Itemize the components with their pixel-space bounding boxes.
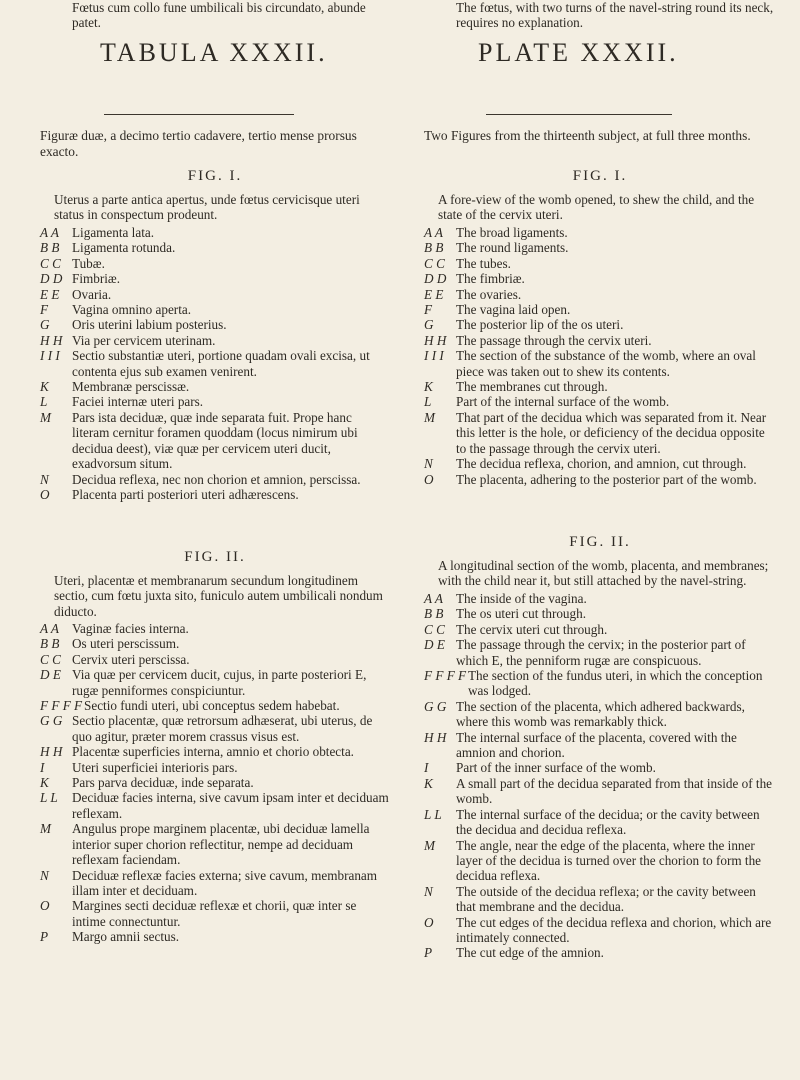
- legend-text: Angulus prope marginem placentæ, ubi deciduæ lamella interior super chorion reflectitur, nempe ad deciduam reflexam faciendam.: [72, 821, 370, 868]
- legend-text: Oris uterini labium posterius.: [72, 317, 227, 333]
- legend-key: C C: [40, 651, 61, 667]
- legend-text: The placenta, adhering to the posterior part of the womb.: [456, 471, 757, 487]
- legend-text: Tubæ.: [72, 255, 105, 271]
- legend-text: The cut edges of the decidua reflexa and chorion, which are intimately connected.: [456, 914, 772, 945]
- legend-entry: [424, 271, 776, 286]
- legend-text: That part of the decidua which was separated from it. Near this letter is the hole, or deficiency of the decidua opposite to the passage through the cervix uteri.: [456, 409, 767, 456]
- legend-key: H H: [40, 332, 63, 348]
- intro-text: Figuræ duæ, a decimo tertio cadavere, tertio mense prorsus exacto.: [40, 128, 357, 159]
- legend-entry: [424, 456, 776, 471]
- legend-key: K: [424, 775, 433, 791]
- legend-text: Vaginæ facies interna.: [72, 621, 189, 636]
- legend-key: G: [424, 317, 434, 333]
- legend-text: Cervix uteri perscissa.: [72, 651, 190, 667]
- legend-text: Via quæ per cervicem ducit, cujus, in parte posteriori E, rugæ penniformes conspiciuntur.: [72, 667, 367, 698]
- legend-entry: [424, 699, 776, 730]
- legend-text: Placentæ superficies interna, amnio et chorio obtecta.: [72, 744, 354, 760]
- legend-key: N: [40, 867, 49, 883]
- fig1-note: Fœtus cum collo fune umbilicali bis circundato, abunde patet.: [72, 0, 366, 31]
- legend-entry: [40, 317, 390, 332]
- legend-text: Part of the internal surface of the womb.: [456, 394, 670, 410]
- legend-key: E E: [40, 286, 60, 302]
- legend-text: The cervix uteri cut through.: [456, 621, 608, 637]
- legend-text: Membranæ perscissæ.: [72, 379, 190, 395]
- legend-entry: [40, 240, 390, 255]
- legend-entry: [40, 636, 390, 651]
- legend-text: The vagina laid open.: [456, 302, 571, 318]
- legend-key: A A: [424, 591, 443, 606]
- legend-key: G G: [40, 713, 63, 729]
- legend-key: E E: [424, 286, 444, 302]
- legend-entry: [40, 929, 390, 944]
- legend-key: H H: [424, 332, 447, 348]
- legend-key: I I I: [40, 348, 60, 364]
- legend-text: A small part of the decidua separated from that inside of the womb.: [456, 775, 773, 807]
- legend-key: F F F F: [424, 668, 467, 684]
- fig1-heading: FIG. I.: [187, 168, 243, 184]
- legend-text: Vagina omnino aperta.: [72, 302, 192, 318]
- legend-entry: [424, 302, 776, 317]
- legend-key: L: [424, 394, 432, 410]
- legend-entry: [424, 915, 776, 946]
- legend-entry: [40, 621, 390, 636]
- legend-text: The fimbriæ.: [456, 271, 525, 287]
- legend-key: L L: [40, 790, 58, 806]
- legend-key: F: [424, 302, 433, 318]
- legend-entry: [424, 317, 776, 332]
- legend-entry: [40, 898, 390, 929]
- legend-text: The outside of the decidua reflexa; or the cavity between that membrane and the decidua.: [456, 883, 756, 915]
- legend-entry: [424, 884, 776, 915]
- fig2-entry-list: [424, 591, 776, 961]
- legend-key: I I I: [424, 348, 444, 364]
- fig2-paragraph: Uteri, placentæ et membranarum secundum longitudinem sectio, cum fœtu juxta sito, funiculo autem umbilicali nondum diducto.: [54, 573, 383, 619]
- legend-entry: [424, 256, 776, 271]
- legend-entry: [424, 622, 776, 637]
- legend-text: The decidua reflexa, chorion, and amnion, cut through.: [456, 456, 747, 472]
- legend-text: Placenta parti posteriori uteri adhærescens.: [72, 486, 299, 502]
- legend-entry: [40, 256, 390, 271]
- legend-text: The section of the fundus uteri, in which the conception was lodged.: [468, 668, 763, 699]
- legend-key: P: [40, 929, 49, 945]
- legend-key: K: [424, 379, 433, 395]
- legend-entry: [40, 667, 390, 698]
- legend-key: P: [424, 945, 433, 961]
- legend-key: C C: [40, 255, 61, 271]
- legend-entry: [424, 287, 776, 302]
- legend-key: D D: [40, 271, 63, 287]
- fig1-entry-list: [424, 225, 776, 487]
- legend-entry: [40, 287, 390, 302]
- legend-key: N: [40, 471, 49, 487]
- legend-entry: [424, 379, 776, 394]
- legend-entry: [424, 472, 776, 487]
- legend-key: O: [40, 898, 50, 914]
- legend-key: B B: [424, 606, 444, 622]
- legend-key: B B: [424, 240, 444, 256]
- legend-key: L L: [424, 806, 442, 822]
- fig2-paragraph: A longitudinal section of the womb, placenta, and membranes; with the child near it, but still attached by the navel-string.: [438, 558, 769, 589]
- legend-key: F: [40, 302, 49, 318]
- legend-text: The internal surface of the decidua; or the cavity between the decidua and decidua reflexa.: [456, 806, 760, 838]
- fig2-entry-list: [40, 621, 390, 945]
- legend-text: Deciduæ reflexæ facies externa; sive cavum, membranam illam inter et deciduam.: [72, 867, 378, 898]
- legend-entry: [40, 775, 390, 790]
- legend-text: Sectio substantiæ uteri, portione quadam ovali excisa, ut contenta ejus sub examen venirent.: [72, 348, 370, 379]
- legend-key: A A: [424, 225, 443, 240]
- legend-text: The cut edge of the amnion.: [456, 945, 604, 961]
- legend-entry: [40, 760, 390, 775]
- legend-entry: [424, 240, 776, 255]
- legend-text: Decidua reflexa, nec non chorion et amnion, perscissa.: [72, 471, 361, 487]
- fig1-paragraph: A fore-view of the womb opened, to shew the child, and the state of the cervix uteri.: [438, 192, 755, 223]
- legend-key: B B: [40, 240, 60, 256]
- legend-text: The tubes.: [456, 255, 511, 271]
- legend-key: G: [40, 317, 50, 333]
- legend-text: The ovaries.: [456, 286, 522, 302]
- legend-text: The section of the substance of the womb, where an oval piece was taken out to shew its contents.: [456, 348, 756, 379]
- legend-key: I: [424, 760, 429, 776]
- legend-text: The membranes cut through.: [456, 379, 608, 395]
- legend-text: Sectio placentæ, quæ retrorsum adhæserat, ubi uterus, de quo agitur, præter morem crassus visus est.: [72, 713, 373, 744]
- legend-entry: [424, 730, 776, 761]
- legend-entry: [424, 637, 776, 668]
- legend-key: M: [424, 409, 435, 425]
- legend-key: M: [40, 409, 51, 425]
- legend-text: The internal surface of the placenta, covered with the amnion and chorion.: [456, 729, 737, 761]
- legend-key: H H: [40, 744, 63, 760]
- legend-text: Ovaria.: [72, 286, 112, 302]
- legend-key: C C: [424, 621, 445, 637]
- legend-text: Pars parva deciduæ, inde separata.: [72, 775, 254, 791]
- legend-key: N: [424, 456, 433, 472]
- legend-text: Uteri superficiei interioris pars.: [72, 759, 238, 775]
- legend-text: Margo amnii sectus.: [72, 929, 180, 945]
- legend-text: The round ligaments.: [456, 240, 569, 256]
- legend-key: M: [424, 837, 435, 853]
- legend-key: O: [424, 914, 434, 930]
- legend-key: B B: [40, 636, 60, 652]
- legend-text: The os uteri cut through.: [456, 606, 587, 622]
- legend-entry: [424, 410, 776, 456]
- legend-key: D E: [424, 637, 445, 653]
- legend-entry: [40, 821, 390, 867]
- legend-key: H H: [424, 729, 447, 745]
- legend-text: Margines secti deciduæ reflexæ et chorii, quæ inter se intime connectuntur.: [72, 898, 357, 929]
- legend-text: Part of the inner surface of the womb.: [456, 760, 656, 776]
- legend-entry: [424, 776, 776, 807]
- legend-entry: [424, 333, 776, 348]
- legend-key: D D: [424, 271, 447, 287]
- legend-entry: [40, 302, 390, 317]
- legend-text: Via per cervicem uterinam.: [72, 332, 216, 348]
- legend-entry: [40, 348, 390, 379]
- legend-text: Sectio fundi uteri, ubi conceptus sedem habebat.: [84, 698, 340, 714]
- legend-entry: [424, 606, 776, 621]
- plate-title: PLATE XXXII.: [478, 38, 679, 67]
- legend-entry: [40, 271, 390, 286]
- legend-entry: [40, 472, 390, 487]
- legend-text: The broad ligaments.: [456, 225, 568, 240]
- legend-entry: [424, 807, 776, 838]
- legend-text: The passage through the cervix uteri.: [456, 332, 652, 348]
- legend-key: F F F F: [40, 698, 83, 714]
- legend-text: Deciduæ facies interna, sive cavum ipsam inter et deciduam reflexam.: [72, 790, 389, 821]
- legend-entry: [40, 698, 390, 713]
- legend-text: The posterior lip of the os uteri.: [456, 317, 624, 333]
- legend-entry: [40, 868, 390, 899]
- legend-text: The passage through the cervix; in the posterior part of which E, the penniform rugæ are conspicuous.: [456, 637, 746, 668]
- legend-text: The angle, near the edge of the placenta, where the inner layer of the decidua is turned over the chorion to form the decidua reflexa.: [456, 837, 762, 884]
- legend-entry: [424, 394, 776, 409]
- legend-key: A A: [40, 225, 59, 240]
- legend-entry: [40, 652, 390, 667]
- legend-key: K: [40, 379, 49, 395]
- legend-text: Pars ista deciduæ, quæ inde separata fuit. Prope hanc literam cernitur foramen quoddam (locus nimirum ubi decidua deest), viæ quæ per cervicem uteri ducit, exadvorsum situm.: [72, 409, 358, 472]
- legend-entry: [424, 348, 776, 379]
- legend-key: O: [40, 486, 50, 502]
- legend-entry: [424, 225, 776, 240]
- legend-entry: [424, 945, 776, 960]
- legend-text: Faciei internæ uteri pars.: [72, 394, 204, 410]
- fig1-paragraph: Uterus a parte antica apertus, unde fœtus cervicisque uteri status in conspectum prodeunt.: [54, 192, 360, 223]
- legend-key: I: [40, 759, 45, 775]
- plate-title: TABULA XXXII.: [100, 38, 328, 67]
- legend-entry: [424, 760, 776, 775]
- legend-entry: [40, 225, 390, 240]
- english-column: [424, 0, 776, 961]
- legend-entry: [424, 591, 776, 606]
- latin-column: [40, 0, 390, 945]
- legend-entry: [424, 838, 776, 884]
- legend-entry: [40, 410, 390, 472]
- legend-key: K: [40, 775, 49, 791]
- legend-text: Os uteri perscissum.: [72, 636, 180, 652]
- legend-entry: [40, 744, 390, 759]
- legend-text: Ligamenta lata.: [72, 225, 155, 240]
- legend-key: N: [424, 883, 433, 899]
- legend-entry: [40, 333, 390, 348]
- legend-key: C C: [424, 255, 445, 271]
- legend-key: M: [40, 821, 51, 837]
- fig1-heading: FIG. I.: [572, 168, 628, 184]
- fig2-heading: FIG. II.: [569, 534, 631, 550]
- legend-entry: [40, 790, 390, 821]
- fig1-entry-list: [40, 225, 390, 502]
- legend-key: L: [40, 394, 48, 410]
- legend-key: D E: [40, 667, 61, 683]
- legend-text: The section of the placenta, which adhered backwards, where this womb was remarkably thick.: [456, 698, 745, 730]
- title-rule: [486, 114, 672, 115]
- intro-text: Two Figures from the thirteenth subject, at full three months.: [424, 128, 751, 143]
- legend-entry: [424, 668, 776, 699]
- legend-key: G G: [424, 698, 447, 714]
- fig2-heading: FIG. II.: [184, 549, 246, 565]
- title-rule: [104, 114, 294, 115]
- legend-entry: [40, 379, 390, 394]
- legend-key: A A: [40, 621, 59, 636]
- legend-text: Ligamenta rotunda.: [72, 240, 176, 256]
- legend-key: O: [424, 471, 434, 487]
- fig1-note: The fœtus, with two turns of the navel-string round its neck, requires no explanation.: [456, 0, 774, 31]
- legend-text: The inside of the vagina.: [456, 591, 587, 606]
- legend-text: Fimbriæ.: [72, 271, 120, 287]
- legend-entry: [40, 487, 390, 502]
- legend-entry: [40, 394, 390, 409]
- legend-entry: [40, 713, 390, 744]
